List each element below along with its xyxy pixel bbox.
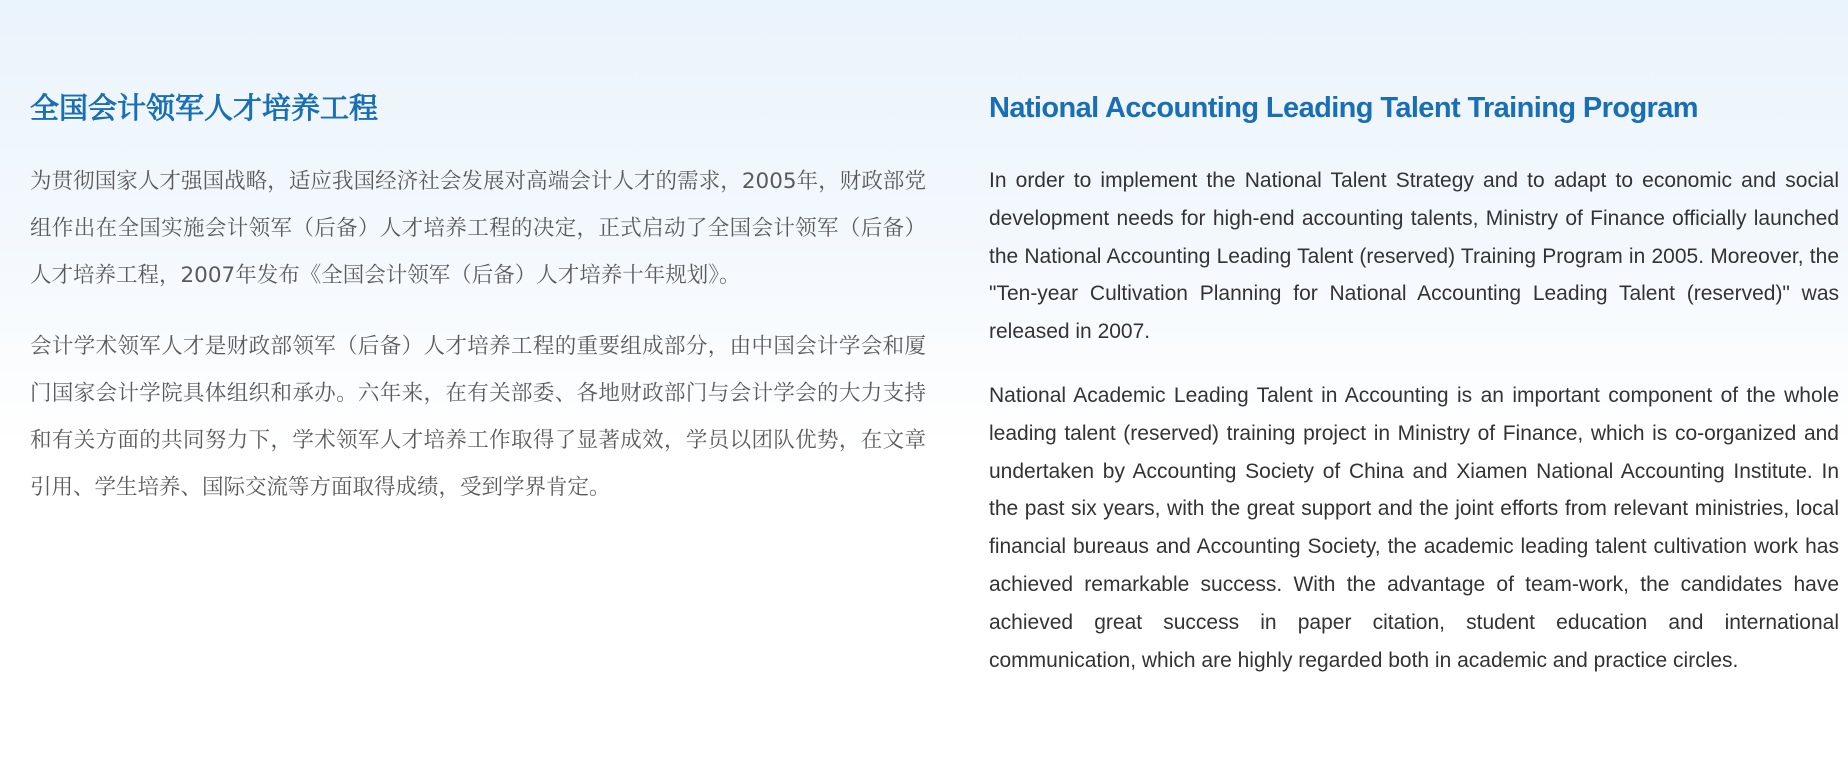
chinese-paragraph-2: 会计学术领军人才是财政部领军（后备）人才培养工程的重要组成部分，由中国会计学会和厦门国家会计学院具体组织和承办。六年来，在有关部委、各地财政部门与会计学会的大力支持和有关方面的共同努力下，学术领军人才培养工作取得了显著成效，学员以团队优势，在文章引用、学生培养、国际交流等方面取得成绩，受到学界肯定。	[30, 334, 926, 500]
english-title: National Accounting Leading Talent Training Program	[989, 92, 1698, 124]
chinese-paragraph-1: 为贯彻国家人才强国战略，适应我国经济社会发展对高端会计人才的需求，2005年，财政部党组作出在全国实施会计领军（后备）人才培养工程的决定，正式启动了全国会计领军（后备）人才培养工程，2007年发布《全国会计领军（后备）人才培养十年规划》。	[30, 169, 926, 288]
chinese-title: 全国会计领军人才培养工程	[30, 91, 379, 125]
english-column	[989, 88, 1839, 679]
chinese-column	[30, 88, 926, 511]
english-paragraph-1: In order to implement the National Talent Strategy and to adapt to economic and social development needs for high-end accounting talents, Ministry of Finance officially launched the National Accounting Leading Talent (reserved) Training Program in 2005. Moreover, the "Ten-year Cultivation Planning for National Accounting Leading Talent (reserved)" was released in 2007.	[989, 169, 1839, 344]
english-paragraph-2: National Academic Leading Talent in Accounting is an important component of the whole leading talent (reserved) training project in Ministry of Finance, which is co-organized and undertaken by Accounting Society of China and Xiamen National Accounting Institute. In the past six years, with the great support and the joint efforts from relevant ministries, local financial bureaus and Accounting Society, the academic leading talent cultivation work has achieved remarkable success. With the advantage of team-work, the candidates have achieved great success in paper citation, student education and international communication, which are highly regarded both in academic and practice circles.	[989, 383, 1839, 672]
